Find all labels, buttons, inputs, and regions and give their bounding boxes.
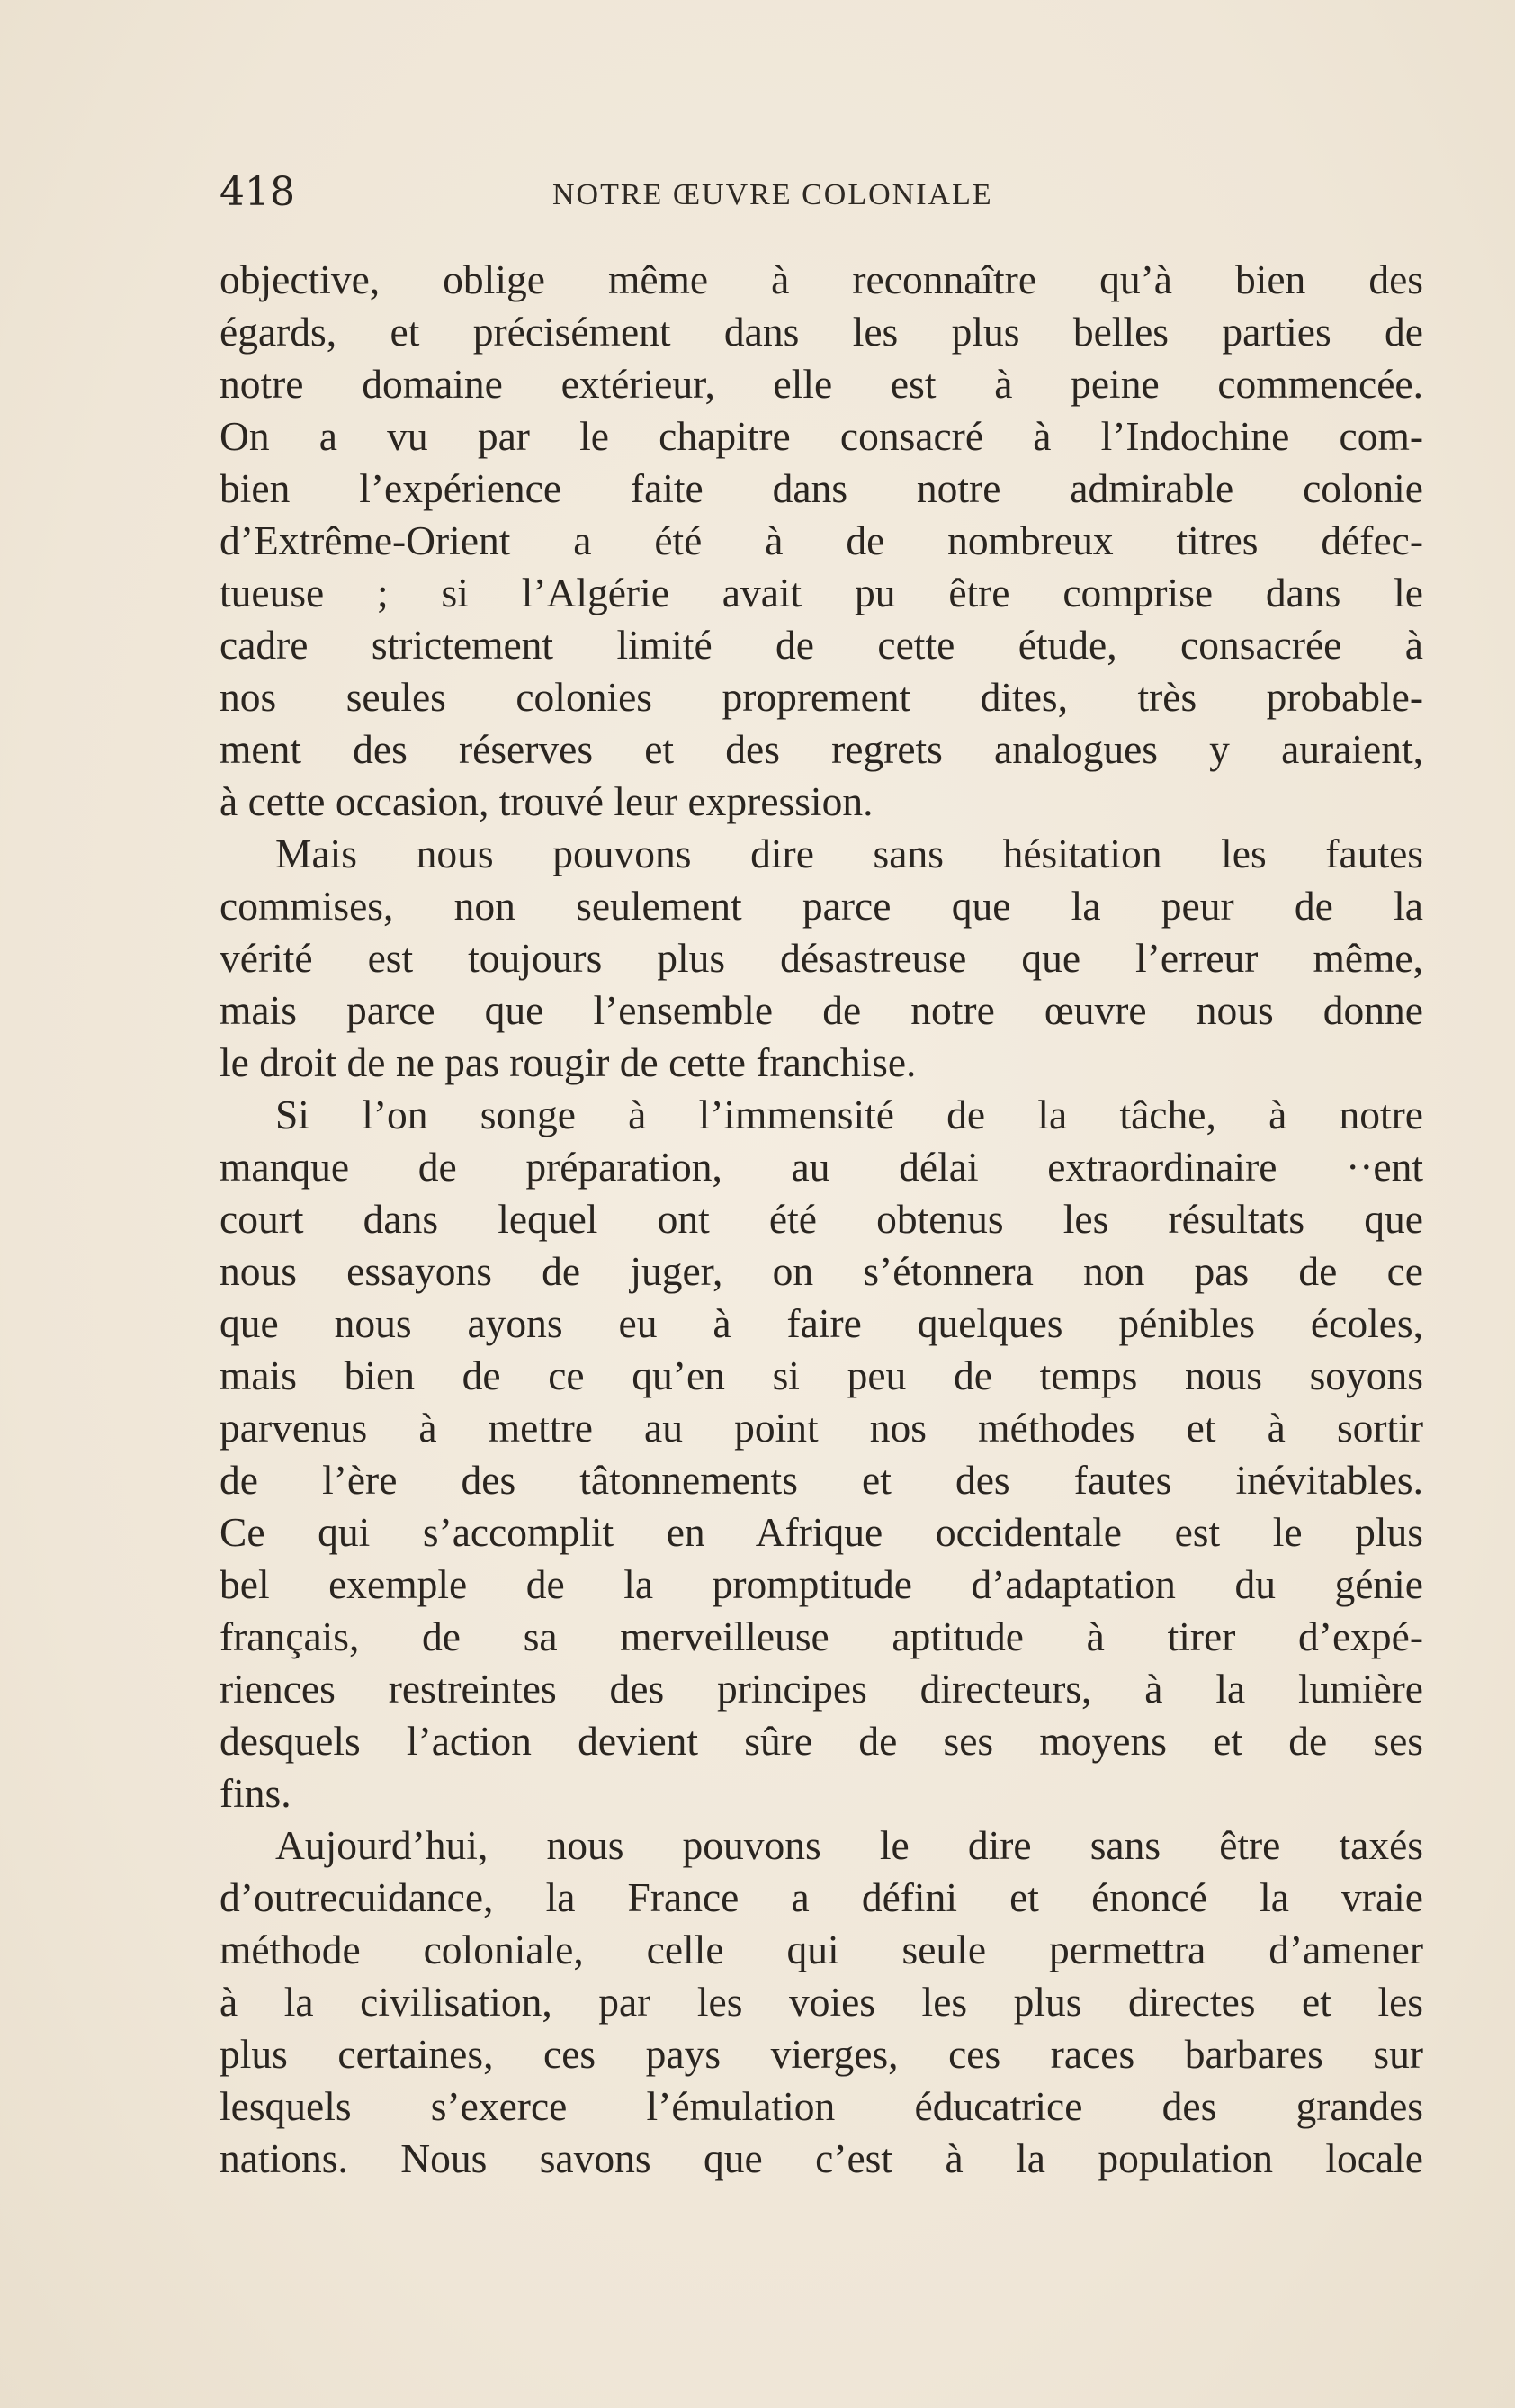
text-line: vérité est toujours plus désastreuse que l’erreur même, [220,935,1423,981]
text-line: commises, non seulement parce que la peur de la [220,883,1423,929]
running-head [220,169,1425,215]
text-line: fins. [220,1770,291,1816]
text-line: On a vu par le chapitre consacré à l’Indochine com- [220,413,1423,459]
text-line: nous essayons de juger, on s’étonnera non pas de ce [220,1248,1423,1294]
text-line: Ce qui s’accomplit en Afrique occidentale est le plus [220,1509,1423,1555]
text-line: desquels l’action devient sûre de ses moyens et de ses [220,1718,1423,1764]
text-line: court dans lequel ont été obtenus les résultats que [220,1196,1423,1242]
text-line: notre domaine extérieur, elle est à peine commencée. [220,361,1423,407]
running-title: NOTRE ŒUVRE COLONIALE [552,178,993,211]
text-line: Mais nous pouvons dire sans hésitation les fautes [275,831,1423,876]
text-line: cadre strictement limité de cette étude, consacrée à [220,622,1423,668]
text-line: que nous ayons eu à faire quelques pénibles écoles, [220,1300,1423,1346]
text-line: méthode coloniale, celle qui seule permettra d’amener [220,1927,1423,1972]
text-line: nations. Nous savons que c’est à la population locale [220,2135,1423,2181]
text-line: manque de préparation, au délai extraordinaire ··ent [220,1144,1423,1190]
text-line: mais bien de ce qu’en si peu de temps nous soyons [220,1352,1423,1398]
text-line: nos seules colonies proprement dites, très probable- [220,674,1423,720]
text-line: Aujourd’hui, nous pouvons le dire sans être taxés [275,1822,1423,1868]
text-line: le droit de ne pas rougir de cette franchise. [220,1039,917,1085]
text-line: objective, oblige même à reconnaître qu’à bien des [220,256,1423,302]
text-line: d’outrecuidance, la France a défini et énoncé la vraie [220,1874,1423,1920]
body-text [220,254,1423,2185]
page-number: 418 [220,169,295,215]
text-line: Si l’on songe à l’immensité de la tâche, à notre [275,1092,1423,1137]
text-line: lesquels s’exerce l’émulation éducatrice des grandes [220,2083,1423,2129]
text-line: tueuse ; si l’Algérie avait pu être comprise dans le [220,570,1423,615]
text-line: à la civilisation, par les voies les plus directes et les [220,1979,1423,2025]
text-line: d’Extrême-Orient a été à de nombreux titres défec- [220,517,1423,563]
text-line: bel exemple de la promptitude d’adaptation du génie [220,1561,1423,1607]
text-line: ment des réserves et des regrets analogues y auraient, [220,726,1423,772]
text-line: parvenus à mettre au point nos méthodes et à sortir [220,1405,1423,1451]
text-line: plus certaines, ces pays vierges, ces races barbares sur [220,2031,1423,2077]
text-line: à cette occasion, trouvé leur expression. [220,778,874,824]
text-line: riences restreintes des principes directeurs, à la lumière [220,1666,1423,1712]
text-line: mais parce que l’ensemble de notre œuvre nous donne [220,987,1423,1033]
text-line: français, de sa merveilleuse aptitude à tirer d’expé- [220,1613,1423,1659]
text-line: égards, et précisément dans les plus belles parties de [220,309,1423,355]
text-line: de l’ère des tâtonnements et des fautes inévitables. [220,1457,1423,1503]
text-line: bien l’expérience faite dans notre admirable colonie [220,465,1423,511]
